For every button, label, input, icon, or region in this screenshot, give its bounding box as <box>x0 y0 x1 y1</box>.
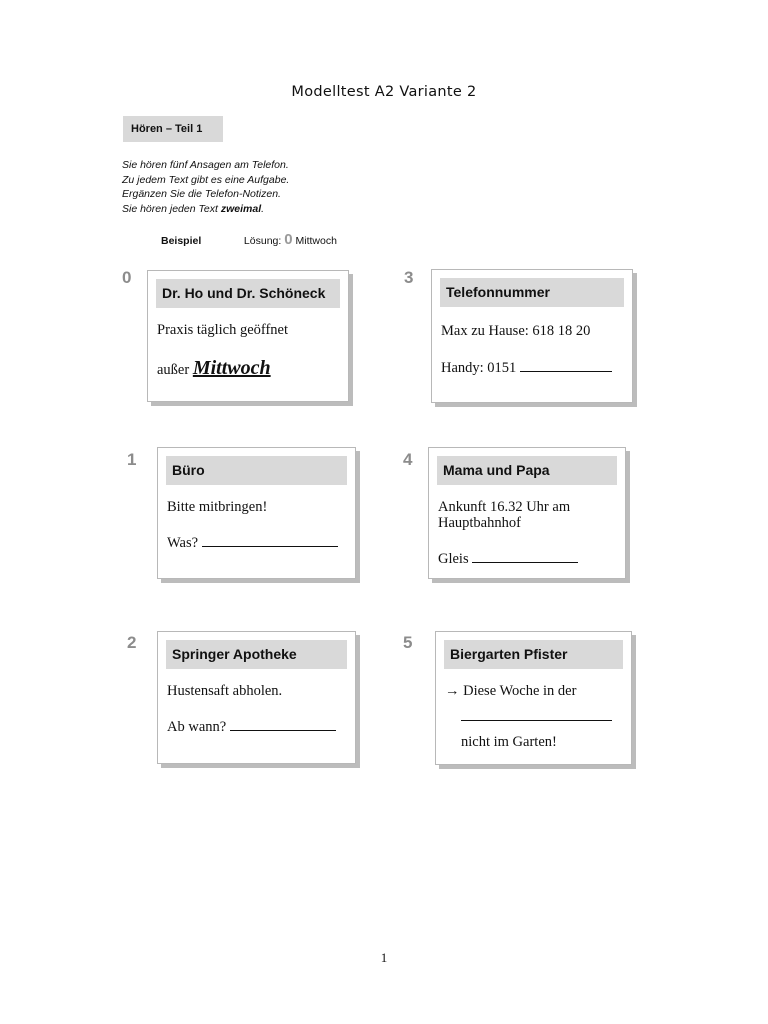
instruction-line: Sie hören fünf Ansagen am Telefon. <box>122 159 289 171</box>
task-card <box>431 269 633 403</box>
card-number: 4 <box>403 450 413 469</box>
card-heading: Dr. Ho und Dr. Schöneck <box>156 279 340 308</box>
card-heading: Telefonnummer <box>440 278 624 307</box>
card-text: Hustensaft abholen. <box>167 683 283 699</box>
example-card <box>147 270 349 402</box>
answer-blank[interactable] <box>461 707 612 721</box>
task-card <box>157 631 356 764</box>
instruction-line: Zu jedem Text gibt es eine Aufgabe. <box>122 173 290 186</box>
card-text: → Diese Woche in der <box>445 683 577 699</box>
card-text-prefix: Was? <box>167 535 199 551</box>
task-card <box>435 631 632 765</box>
card-heading: Springer Apotheke <box>166 640 347 669</box>
answer-blank[interactable] <box>230 717 336 731</box>
answer-blank[interactable] <box>202 533 338 547</box>
card-number: 0 <box>122 268 132 287</box>
instruction-end: . <box>261 202 265 215</box>
answer-blank[interactable] <box>520 358 612 372</box>
card-text: Bitte mitbringen! <box>167 499 268 515</box>
card-text <box>438 549 578 568</box>
card-text: Ankunft 16.32 Uhr am <box>438 499 571 515</box>
section-tag: Hören – Teil 1 <box>123 116 223 142</box>
card-text <box>157 357 271 380</box>
example-row <box>161 231 337 248</box>
instruction-text: Sie hören jeden Text <box>122 202 221 215</box>
card-number: 3 <box>404 268 414 287</box>
card-number: 5 <box>403 633 413 652</box>
card-text <box>441 358 612 377</box>
page-number: 1 <box>380 950 388 965</box>
card-text-prefix: Handy: 0151 <box>441 360 517 376</box>
solution-value: Mittwoch <box>295 235 337 247</box>
card-text <box>167 717 336 736</box>
card-text: Praxis täglich geöffnet <box>157 322 289 338</box>
card-text <box>167 533 338 552</box>
instruction-line <box>122 202 289 217</box>
instruction-line: Ergänzen Sie die Telefon-Notizen. <box>122 188 281 200</box>
card-heading: Büro <box>166 456 347 485</box>
example-answer: Mittwoch <box>192 357 271 379</box>
card-text: nicht im Garten! <box>461 734 557 750</box>
card-heading: Biergarten Pfister <box>444 640 623 669</box>
card-text-prefix: Gleis <box>438 551 469 567</box>
solution-number: 0 <box>284 231 293 248</box>
instructions <box>122 158 289 216</box>
card-text-prefix: Ab wann? <box>167 719 227 735</box>
example-label: Beispiel <box>161 235 202 247</box>
card-number: 1 <box>127 450 137 469</box>
task-card <box>157 447 356 579</box>
solution-label: Lösung: <box>243 235 282 247</box>
card-text: Hauptbahnhof <box>438 515 521 531</box>
answer-blank[interactable] <box>472 549 578 563</box>
card-number: 2 <box>127 633 137 652</box>
document-title: Modelltest A2 Variante 2 <box>291 84 477 100</box>
card-text-prefix: außer <box>157 362 190 378</box>
instruction-emphasis: zweimal <box>220 202 262 215</box>
card-text: Max zu Hause: 618 18 20 <box>441 323 591 339</box>
task-card <box>428 447 626 579</box>
card-heading: Mama und Papa <box>437 456 617 485</box>
